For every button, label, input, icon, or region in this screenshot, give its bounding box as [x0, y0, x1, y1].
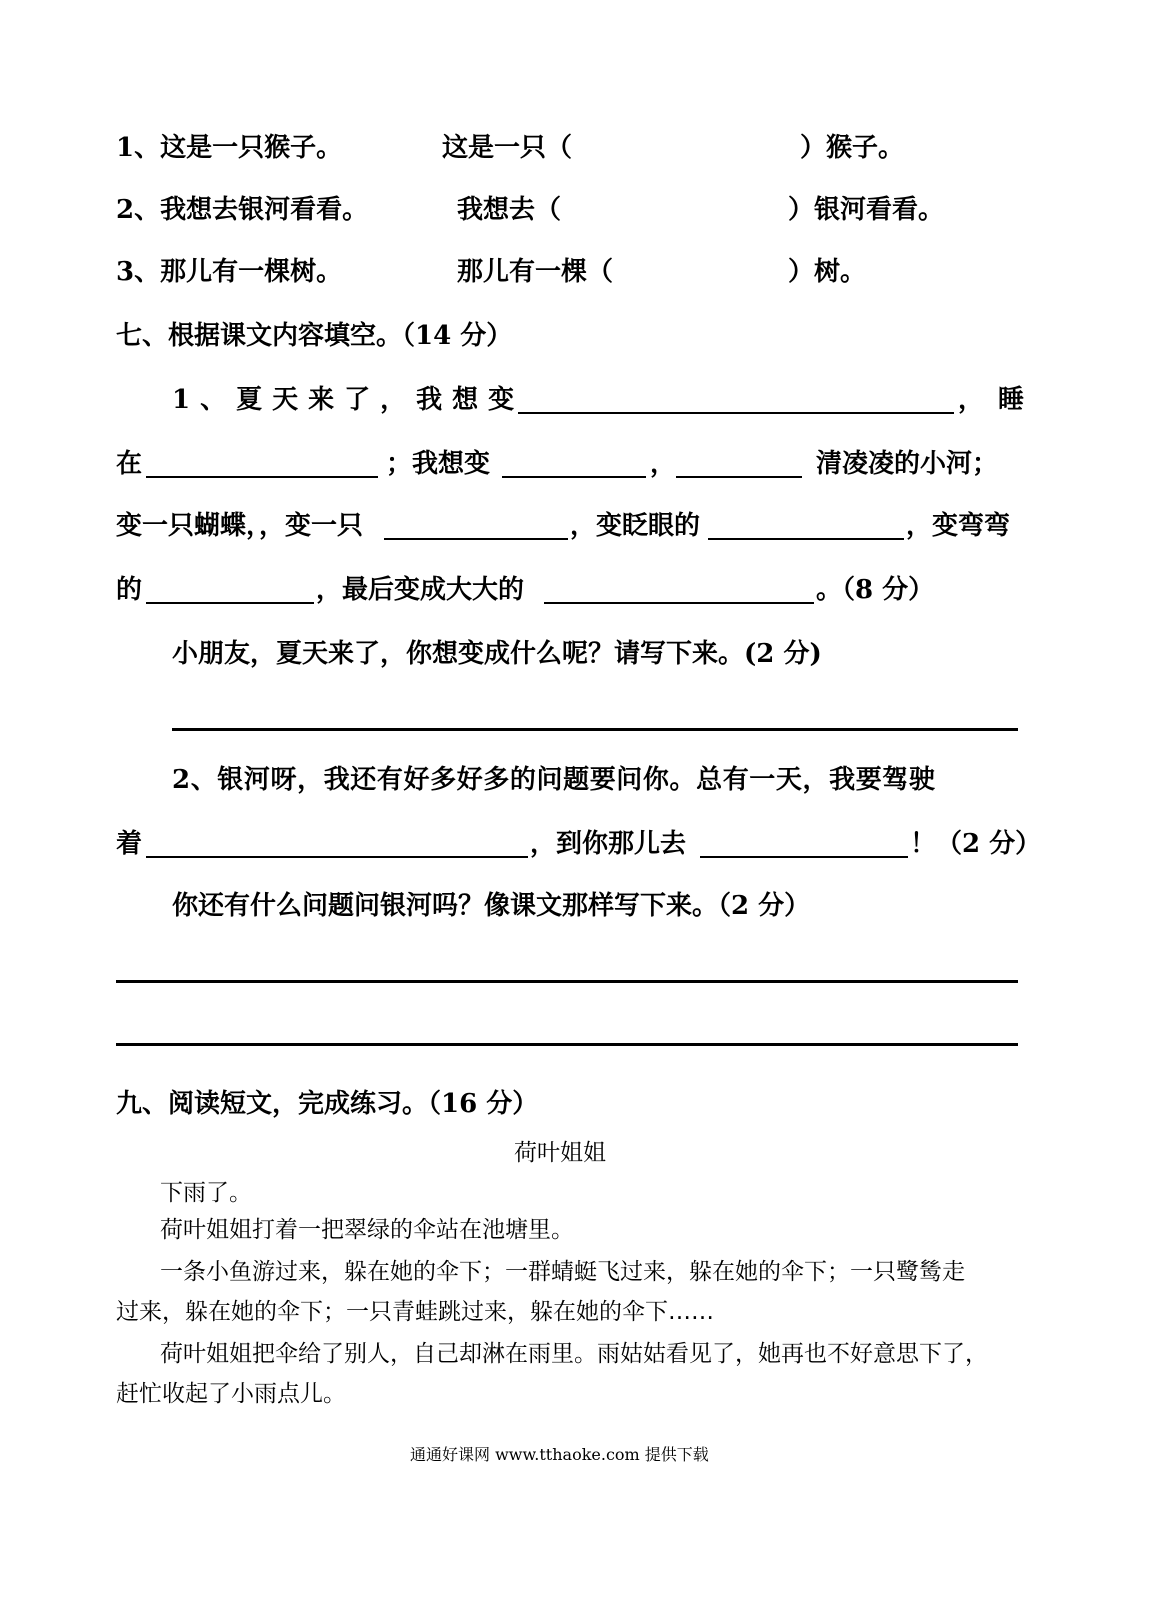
story-line: 一条小鱼游过来，躲在她的伞下；一群蜻蜓飞过来，躲在她的伞下；一只鹭鸶走 — [160, 1259, 965, 1285]
q1-blank-4[interactable] — [676, 476, 802, 478]
row2-suffix: ）银河看看。 — [788, 195, 945, 225]
q2-line2-start: 着 — [116, 829, 143, 859]
q1-line3-end: ，变弯弯 — [906, 511, 1011, 541]
row3-original: 3、那儿有一棵树。 — [116, 257, 343, 287]
q1-line1-start: 1、夏天来了，我想变 — [172, 385, 525, 415]
section9-heading: 九、阅读短文，完成练习。（16 分） — [116, 1089, 539, 1119]
story-title: 荷叶姐姐 — [514, 1140, 606, 1166]
q2-answer-line-2[interactable] — [116, 1043, 1018, 1046]
story-line: 荷叶姐姐打着一把翠绿的伞站在池塘里。 — [160, 1217, 574, 1243]
story-line: 赶忙收起了小雨点儿。 — [116, 1381, 346, 1407]
row1-suffix: ）猴子。 — [800, 133, 905, 163]
q1-line2-comma: ， — [650, 449, 677, 479]
q1-blank-2[interactable] — [146, 476, 378, 478]
q2-blank-2[interactable] — [700, 856, 908, 858]
q1-blank-5[interactable] — [384, 538, 568, 540]
q1-line3-start: 变一只蝴蝶，，变一只 — [116, 511, 364, 541]
row1-original: 1、这是一只猴子。 — [116, 133, 343, 163]
q1-line2-end: 清凌凌的小河； — [816, 449, 999, 479]
q1-blank-8[interactable] — [544, 602, 814, 604]
q1-line2-start: 在 — [116, 449, 143, 479]
story-line: 下雨了。 — [160, 1180, 252, 1206]
q1-line1-end: ，睡 — [958, 385, 1039, 415]
row2-prefix: 我想去（ — [457, 195, 562, 225]
row3-suffix: ）树。 — [788, 257, 867, 287]
story-line: 过来，躲在她的伞下；一只青蛙跳过来，躲在她的伞下…… — [116, 1299, 714, 1325]
q2-prompt: 你还有什么问题问银河吗？像课文那样写下来。（2 分） — [172, 891, 811, 921]
q2-line1: 2、银河呀，我还有好多好多的问题要问你。总有一天，我要驾驶 — [172, 765, 936, 795]
q1-line4-mid: ，最后变成大大的 — [316, 575, 525, 605]
q2-line2-end: ！（2 分） — [910, 829, 1042, 859]
q1-blank-1[interactable] — [518, 412, 954, 414]
row3-prefix: 那儿有一棵（ — [457, 257, 614, 287]
q1-blank-3[interactable] — [502, 476, 646, 478]
q2-answer-line-1[interactable] — [116, 980, 1018, 983]
q2-line2-mid: ，到你那儿去 — [530, 829, 687, 859]
q1-answer-line[interactable] — [172, 728, 1018, 731]
q1-blank-7[interactable] — [146, 602, 314, 604]
footer-credit: 通通好课网 www.tthaoke.com 提供下载 — [410, 1445, 709, 1464]
story-line: 荷叶姐姐把伞给了别人，自己却淋在雨里。雨姑姑看见了，她再也不好意思下了， — [160, 1341, 988, 1367]
q1-line4-start: 的 — [116, 575, 143, 605]
q1-line3-mid: ，变眨眼的 — [570, 511, 701, 541]
q1-line2-mid: ；我想变 — [386, 449, 491, 479]
row1-prefix: 这是一只（ — [442, 133, 573, 163]
q1-blank-6[interactable] — [708, 538, 904, 540]
row2-original: 2、我想去银河看看。 — [116, 195, 369, 225]
section7-heading: 七、根据课文内容填空。（14 分） — [116, 321, 513, 351]
q1-prompt: 小朋友，夏天来了，你想变成什么呢？请写下来。(2 分) — [172, 639, 822, 669]
q2-blank-1[interactable] — [146, 856, 528, 858]
q1-line4-end: 。（8 分） — [816, 575, 935, 605]
